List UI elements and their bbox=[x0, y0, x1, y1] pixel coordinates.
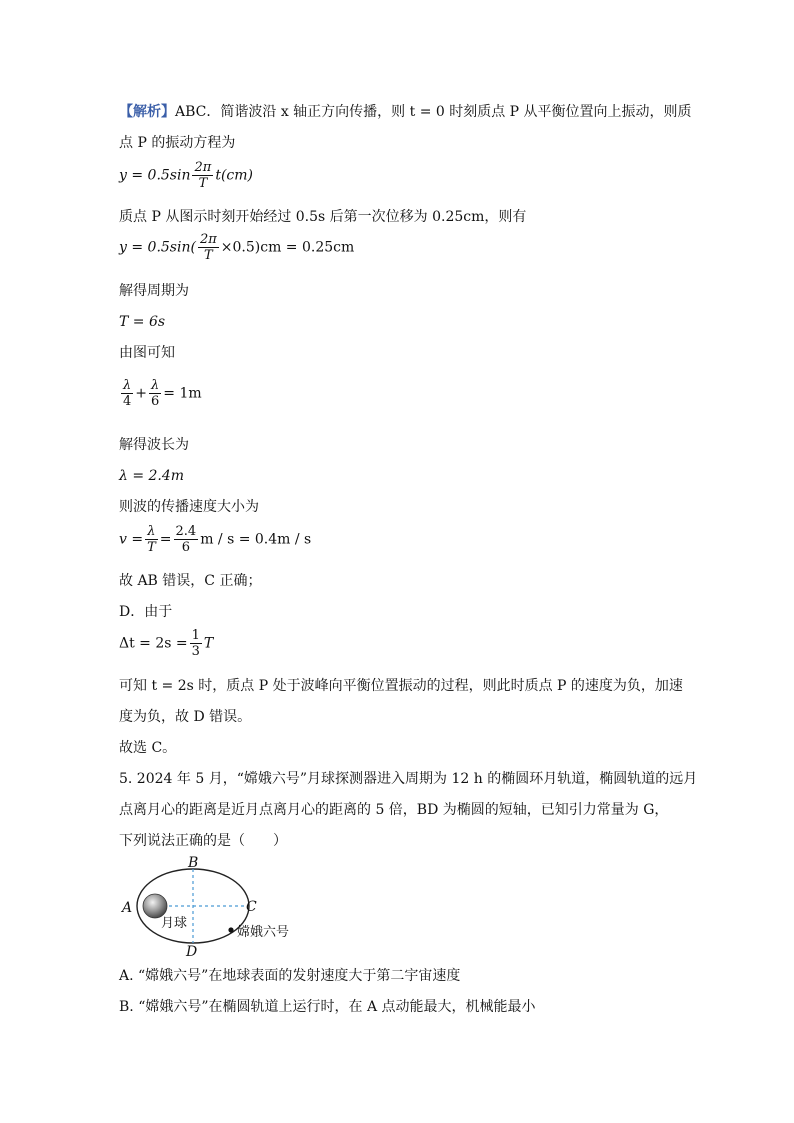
analysis-line-2: 点 P 的振动方程为 bbox=[119, 135, 236, 151]
analysis-line-11: 度为负，故 D 错误。 bbox=[119, 709, 252, 725]
eq1-lhs: y = 0.5sin bbox=[119, 167, 191, 184]
moon-label: 月球 bbox=[161, 916, 188, 931]
eq4-rhs: = 1m bbox=[163, 385, 202, 402]
eq6-rhs: m / s = 0.4m / s bbox=[200, 531, 312, 548]
eq6-equals: = bbox=[159, 531, 172, 548]
eq4-num-2: λ bbox=[149, 378, 161, 394]
eq6-num-1: λ bbox=[145, 524, 158, 540]
eq6-lhs: v = bbox=[119, 531, 144, 548]
eq6-fraction-2 bbox=[174, 524, 199, 555]
analysis-line-4: 解得周期为 bbox=[119, 283, 189, 299]
eq4-den-2: 6 bbox=[151, 394, 160, 409]
moon-icon bbox=[143, 894, 167, 918]
eq2-num: 2π bbox=[199, 232, 217, 247]
eq6-den-1: T bbox=[147, 540, 156, 555]
label-b: B bbox=[188, 855, 199, 871]
analysis-line-8: 故 AB 错误，C 正确； bbox=[119, 573, 262, 589]
eq7-num: 1 bbox=[191, 628, 200, 643]
label-d: D bbox=[186, 944, 198, 960]
equation-6 bbox=[119, 524, 311, 555]
option-b: B. “嫦娥六号”在椭圆轨道上运行时，在 A 点动能最大，机械能最小 bbox=[119, 999, 536, 1015]
analysis-line-7: 则波的传播速度大小为 bbox=[119, 499, 259, 515]
analysis-tag: 【解析】 bbox=[119, 104, 175, 120]
probe-dot bbox=[228, 927, 233, 932]
analysis-text-1: ABC．简谐波沿 x 轴正方向传播，则 t = 0 时刻质点 P 从平衡位置向上振动，则质 bbox=[175, 104, 692, 120]
equation-2 bbox=[119, 232, 354, 263]
equation-4 bbox=[119, 378, 202, 409]
analysis-line-1 bbox=[119, 103, 692, 121]
eq1-den: T bbox=[198, 176, 208, 191]
analysis-line-12: 故选 C。 bbox=[119, 740, 177, 756]
orbit-figure bbox=[115, 852, 315, 962]
eq6-fraction-1 bbox=[145, 524, 158, 555]
equation-1 bbox=[119, 160, 253, 191]
question-line-1: 5. 2024 年 5 月，“嫦娥六号”月球探测器进入周期为 12 h 的椭圆环月轨道，椭圆轨道的远月 bbox=[119, 771, 698, 787]
eq4-fraction-1 bbox=[121, 378, 133, 409]
option-a: A. “嫦娥六号”在地球表面的发射速度大于第二宇宙速度 bbox=[119, 968, 461, 984]
eq6-num-2: 2.4 bbox=[175, 524, 197, 539]
label-a: A bbox=[122, 900, 133, 916]
analysis-line-5: 由图可知 bbox=[119, 345, 175, 361]
eq2-den: T bbox=[204, 248, 213, 263]
probe-label: 嫦娥六号 bbox=[237, 925, 290, 940]
eq7-rhs: T bbox=[203, 635, 214, 652]
eq1-num: 2π bbox=[194, 160, 212, 175]
question-line-3: 下列说法正确的是（ ） bbox=[119, 833, 287, 849]
analysis-line-10: 可知 t = 2s 时，质点 P 处于波峰向平衡位置振动的过程，则此时质点 P 的速度为负，加速 bbox=[119, 678, 683, 694]
eq7-fraction bbox=[190, 628, 202, 659]
eq2-lhs: y = 0.5sin( bbox=[119, 239, 196, 256]
eq4-plus: + bbox=[135, 385, 148, 402]
equation-3: T = 6s bbox=[119, 314, 166, 330]
eq1-rhs: t(cm) bbox=[215, 167, 253, 184]
analysis-line-3: 质点 P 从图示时刻开始经过 0.5s 后第一次位移为 0.25cm，则有 bbox=[119, 209, 527, 225]
analysis-line-6: 解得波长为 bbox=[119, 437, 189, 453]
equation-5: λ = 2.4m bbox=[119, 468, 185, 484]
eq1-fraction bbox=[192, 160, 213, 191]
eq6-den-2: 6 bbox=[181, 540, 190, 555]
equation-7 bbox=[119, 628, 213, 659]
analysis-line-9: D．由于 bbox=[119, 604, 173, 620]
eq7-den: 3 bbox=[191, 644, 200, 659]
label-c: C bbox=[246, 899, 257, 915]
eq4-num-1: λ bbox=[121, 378, 133, 394]
eq2-fraction bbox=[198, 232, 219, 263]
eq7-lhs: Δt = 2s = bbox=[119, 635, 188, 652]
question-line-2: 点离月心的距离是近月点离月心的距离的 5 倍，BD 为椭圆的短轴，已知引力常量为 G， bbox=[119, 802, 669, 818]
eq4-fraction-2 bbox=[149, 378, 161, 409]
eq4-den-1: 4 bbox=[123, 394, 132, 409]
eq2-rhs: ×0.5)cm = 0.25cm bbox=[220, 239, 355, 256]
